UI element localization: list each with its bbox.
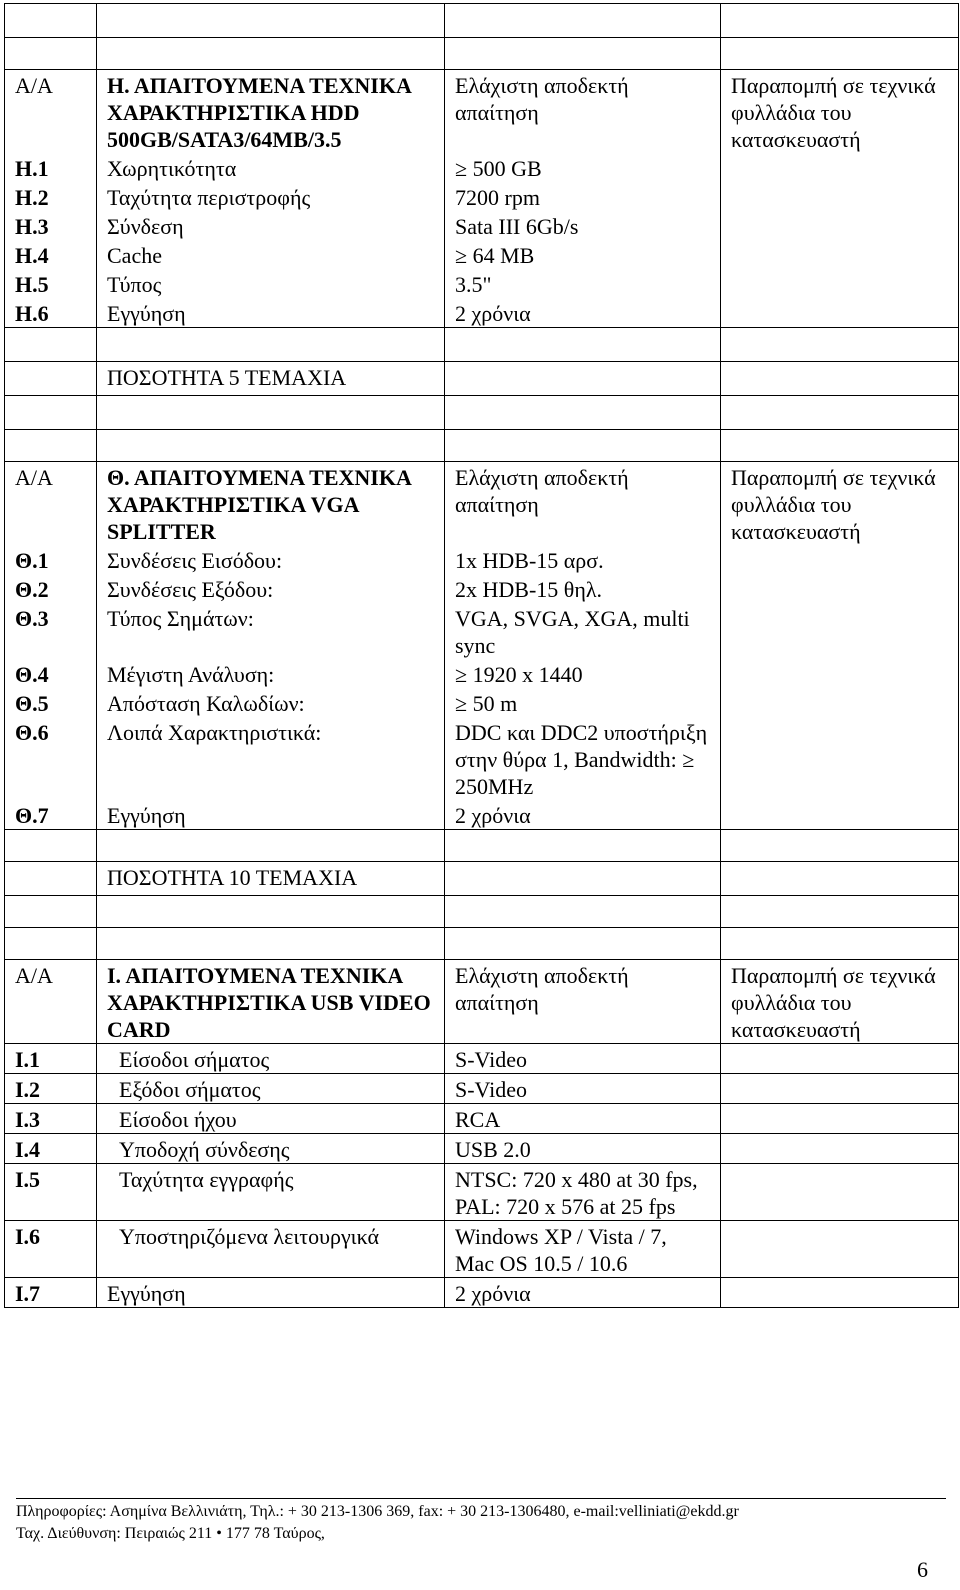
row-name: Χωρητικότητα [97,153,445,182]
row-id: Ι.4 [5,1134,97,1164]
row-id: Ι.3 [5,1104,97,1134]
spec-table [4,3,959,1308]
section-h-title: Η. ΑΠΑΙΤΟΥΜΕΝΑ ΤΕΧΝΙΚΑ ΧΑΡΑΚΤΗΡΙΣΤΙΚΑ HDD 500GB/SATA3/64MB/3.5 [97,70,445,154]
row-id: Θ.7 [5,800,97,830]
row-name: Σύνδεση [97,211,445,240]
row-id: Η.4 [5,240,97,269]
spacer-row [5,830,959,862]
ref-header: Παραπομπή σε τεχνικά φυλλάδια του κατασκευαστή [721,70,959,328]
section-th-title: Θ. ΑΠΑΙΤΟΥΜΕΝΑ ΤΕΧΝΙΚΑ ΧΑΡΑΚΤΗΡΙΣΤΙΚΑ VGA SPLITTER [97,462,445,546]
ref-header: Παραπομπή σε τεχνικά φυλλάδια του κατασκευαστή [721,462,959,830]
row-name: Τύπος Σημάτων: [97,603,445,659]
row-id: Η.5 [5,269,97,298]
row-id: Θ.6 [5,717,97,800]
table-row [5,1074,959,1104]
spacer-row [5,896,959,928]
aa-header: Α/Α [5,960,97,1044]
section-i-title: Ι. ΑΠΑΙΤΟΥΜΕΝΑ ΤΕΧΝΙΚΑ ΧΑΡΑΚΤΗΡΙΣΤΙΚΑ USB VIDEO CARD [97,960,445,1044]
row-value: Sata III 6Gb/s [445,211,721,240]
row-name: Μέγιστη Ανάλυση: [97,659,445,688]
footer-address: Ταχ. Διεύθυνση: Πειραιώς 211 • 177 78 Ταύρος, [16,1525,325,1542]
row-value: 2 χρόνια [445,1278,721,1308]
min-req-header: Ελάχιστη αποδεκτή απαίτηση [445,70,721,154]
table-row [5,1134,959,1164]
row-value: 1x HDB-15 αρσ. [445,545,721,574]
row-value: S-Video [445,1074,721,1104]
min-req-header: Ελάχιστη αποδεκτή απαίτηση [445,960,721,1044]
row-id: Η.3 [5,211,97,240]
row-name: Τύπος [97,269,445,298]
row-id: Θ.2 [5,574,97,603]
row-name: Είσοδοι σήματος [97,1044,445,1074]
aa-header: Α/Α [5,70,97,154]
row-id: Θ.4 [5,659,97,688]
spacer-row [5,396,959,430]
row-name: Λοιπά Χαρακτηριστικά: [97,717,445,800]
row-value: ≥ 500 GB [445,153,721,182]
row-id: Ι.2 [5,1074,97,1104]
row-value: RCA [445,1104,721,1134]
table-row [5,1164,959,1221]
row-value: 3.5" [445,269,721,298]
row-value: 2 χρόνια [445,800,721,830]
row-value: DDC και DDC2 υποστήριξη στην θύρα 1, Bandwidth: ≥ 250MHz [445,717,721,800]
page-footer [16,1498,946,1545]
quantity-row [5,362,959,396]
row-name: Ταχύτητα εγγραφής [97,1164,445,1221]
quantity-h: ΠΟΣΟΤΗΤΑ 5 ΤΕΜΑΧΙΑ [97,362,445,396]
row-name: Συνδέσεις Εισόδου: [97,545,445,574]
section-th-header-row [5,462,959,546]
table-row [5,1221,959,1278]
row-id: Θ.5 [5,688,97,717]
row-name: Συνδέσεις Εξόδου: [97,574,445,603]
row-id: Ι.5 [5,1164,97,1221]
spacer-row [5,328,959,362]
row-value: NTSC: 720 x 480 at 30 fps, PAL: 720 x 576 at 25 fps [445,1164,721,1221]
row-value: ≥ 1920 x 1440 [445,659,721,688]
quantity-row [5,862,959,896]
row-id: Η.1 [5,153,97,182]
spacer-row [5,430,959,462]
aa-header: Α/Α [5,462,97,546]
row-name: Εγγύηση [97,1278,445,1308]
row-name: Εγγύηση [97,800,445,830]
row-name: Απόσταση Καλωδίων: [97,688,445,717]
page-number: 6 [917,1557,928,1582]
footer-contact: Πληροφορίες: Ασημίνα Βελλινιάτη, Τηλ.: + 30 213-1306 369, fax: + 30 213-1306480, e-mail:velliniati@ekdd.gr [16,1503,739,1520]
row-id: Η.2 [5,182,97,211]
row-name: Εγγύηση [97,298,445,328]
spacer-row [5,928,959,960]
row-id: Ι.6 [5,1221,97,1278]
row-value: 2 χρόνια [445,298,721,328]
table-row [5,1104,959,1134]
row-name: Είσοδοι ήχου [97,1104,445,1134]
row-value: Windows XP / Vista / 7, Mac OS 10.5 / 10.6 [445,1221,721,1278]
row-value: VGA, SVGA, XGA, multi sync [445,603,721,659]
row-id: Θ.1 [5,545,97,574]
row-value: 7200 rpm [445,182,721,211]
row-value: ≥ 64 MB [445,240,721,269]
row-name: Εξόδοι σήματος [97,1074,445,1104]
row-value: 2x HDB-15 θηλ. [445,574,721,603]
row-id: Ι.1 [5,1044,97,1074]
row-name: Υποδοχή σύνδεσης [97,1134,445,1164]
table-row [5,1278,959,1308]
row-name: Ταχύτητα περιστροφής [97,182,445,211]
row-name: Cache [97,240,445,269]
row-value: S-Video [445,1044,721,1074]
row-id: Θ.3 [5,603,97,659]
row-value: USB 2.0 [445,1134,721,1164]
spacer-row [5,38,959,70]
ref-header: Παραπομπή σε τεχνικά φυλλάδια του κατασκευαστή [721,960,959,1044]
section-i-header-row [5,960,959,1044]
blank-row [5,4,959,38]
table-row [5,1044,959,1074]
row-name: Υποστηριζόμενα λειτουργικά [97,1221,445,1278]
row-value: ≥ 50 m [445,688,721,717]
quantity-th: ΠΟΣΟΤΗΤΑ 10 ΤΕΜΑΧΙΑ [97,862,445,896]
row-id: Η.6 [5,298,97,328]
row-id: Ι.7 [5,1278,97,1308]
min-req-header: Ελάχιστη αποδεκτή απαίτηση [445,462,721,546]
section-h-header-row [5,70,959,154]
